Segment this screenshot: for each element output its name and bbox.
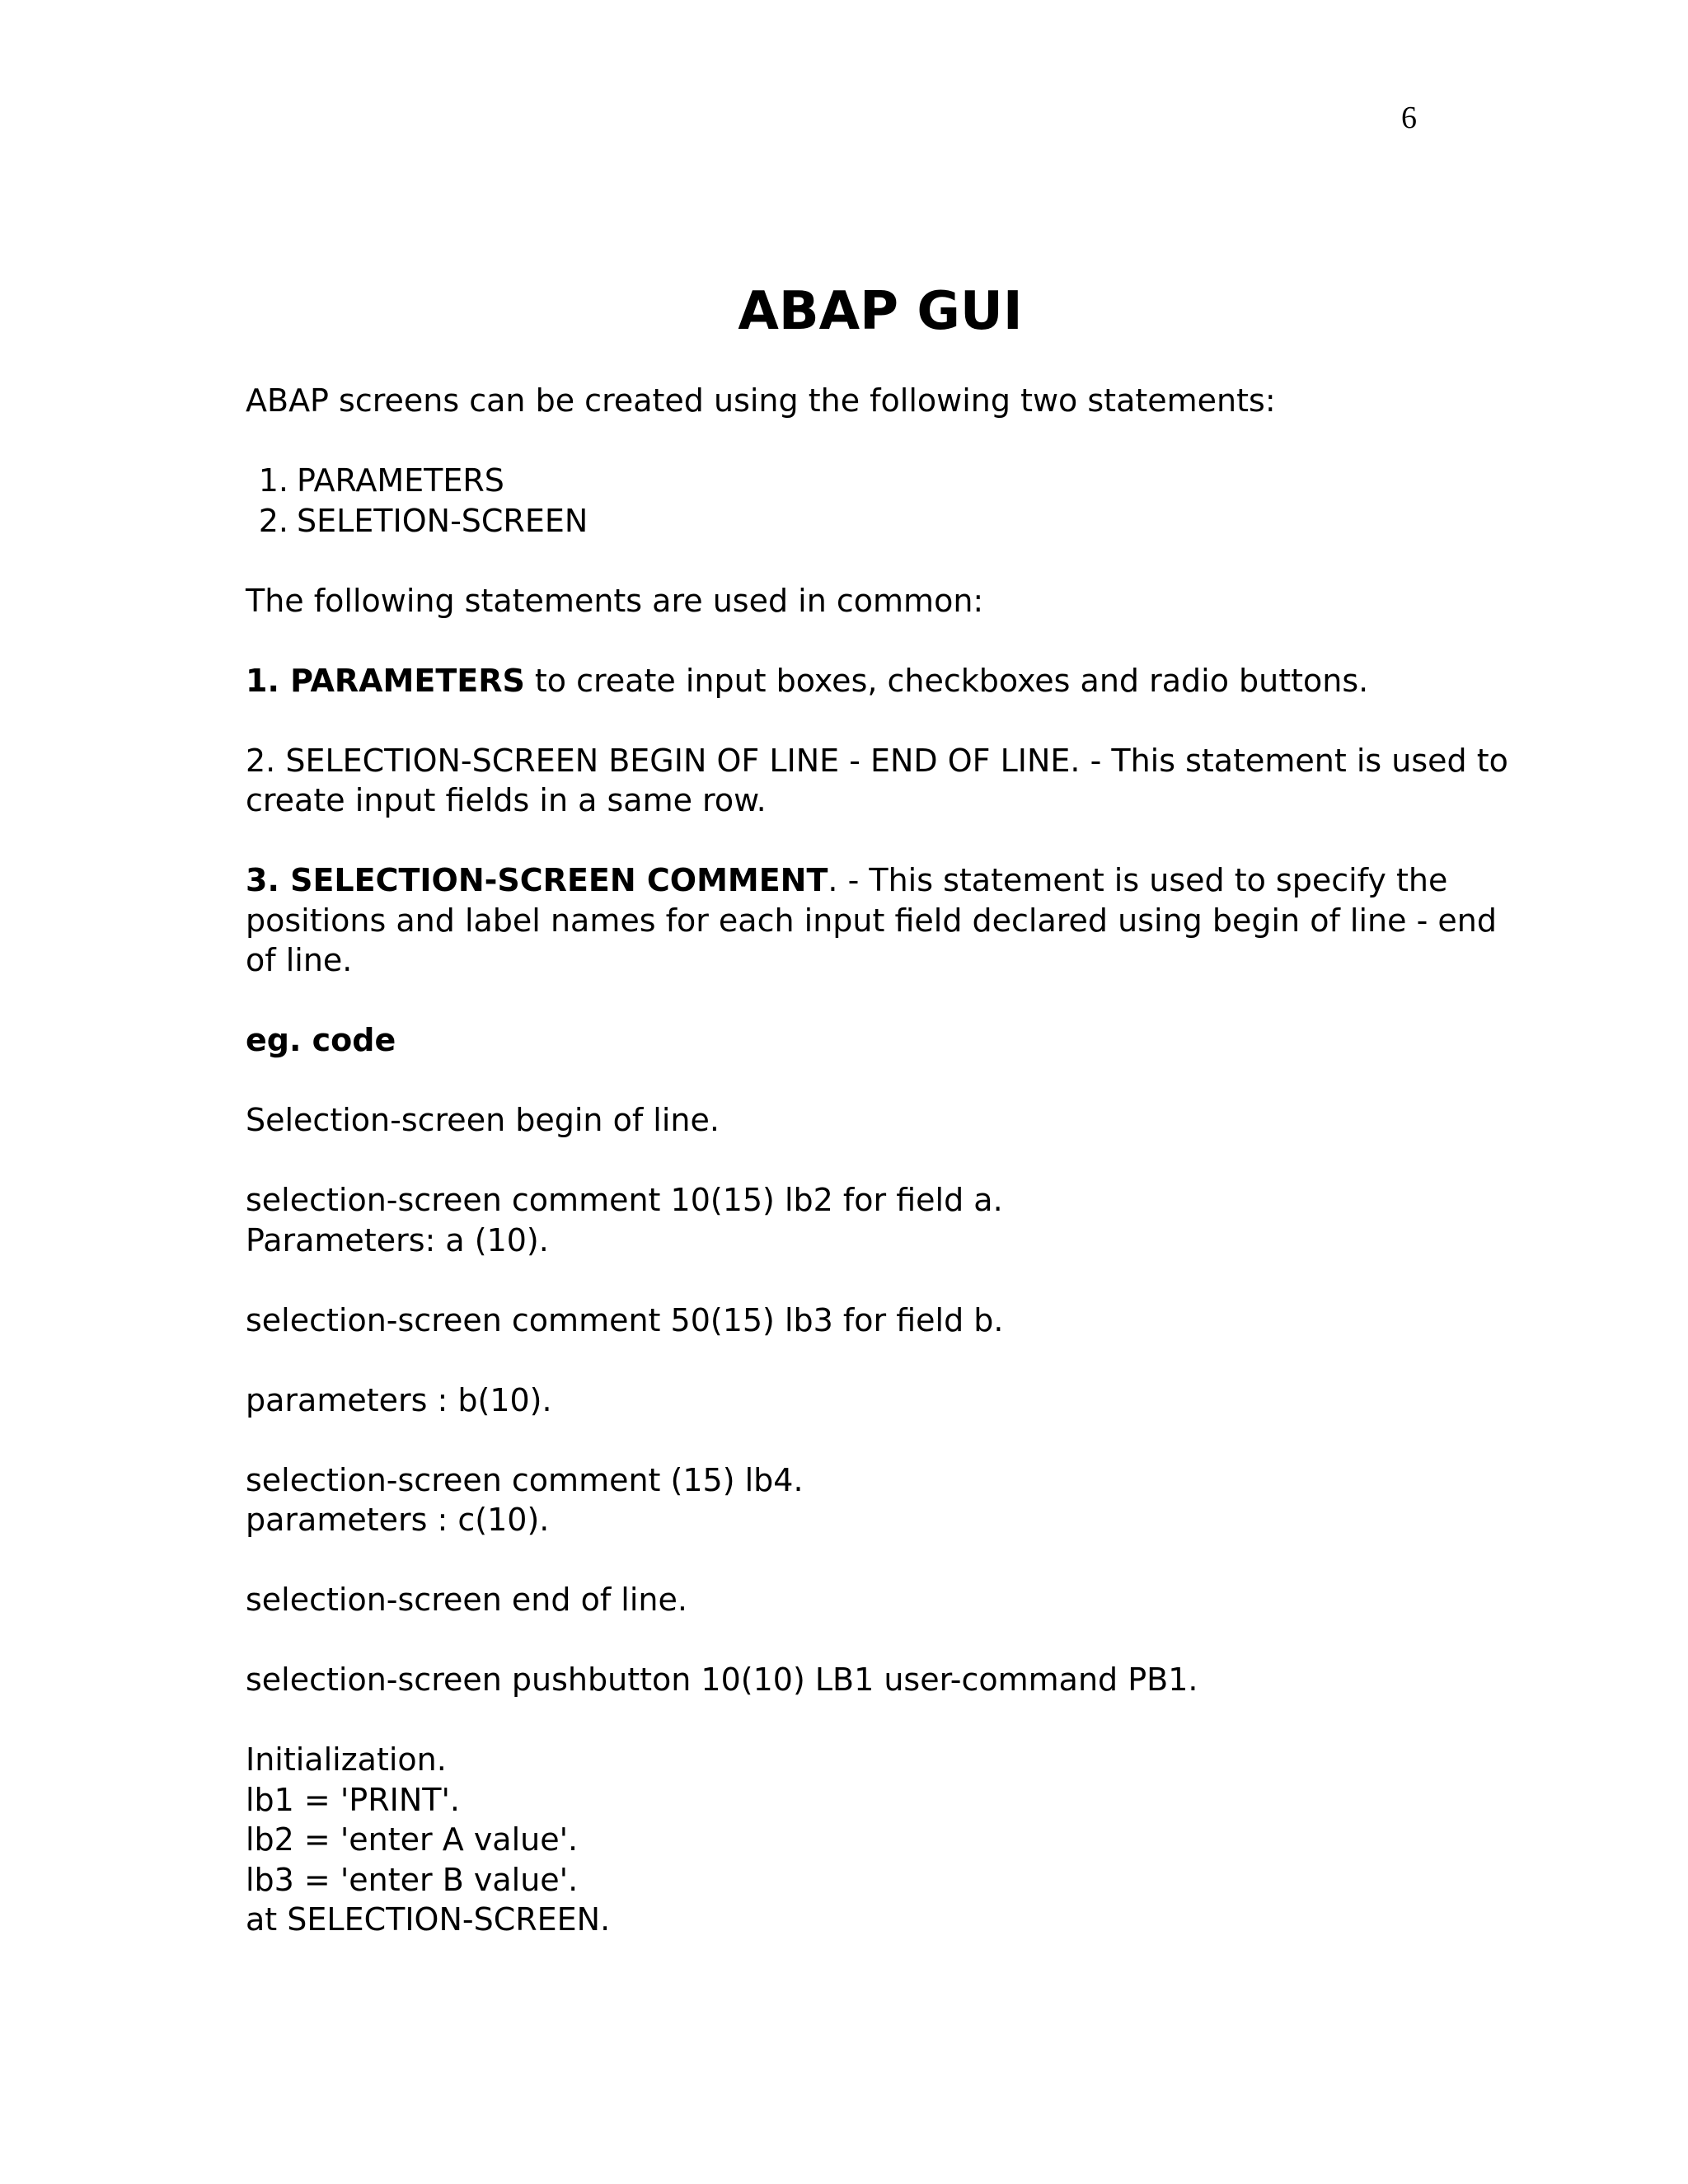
code-line: lb1 = 'PRINT'.	[246, 1781, 460, 1818]
list-item-number: 2.	[258, 502, 288, 539]
page-title: ABAP GUI	[738, 281, 1023, 342]
code-line: at SELECTION-SCREEN.	[246, 1901, 611, 1938]
code-line: selection-screen comment 10(15) lb2 for field a.	[246, 1182, 1003, 1218]
item-parameters-text: to create input boxes, checkboxes and radio buttons.	[524, 662, 1369, 699]
list-item	[246, 461, 1531, 501]
item-comment-heading: 3. SELECTION-SCREEN COMMENT	[246, 862, 828, 898]
code-line: Parameters: a (10).	[246, 1221, 549, 1258]
item-comment-text: . - This statement is used to specify the positions and label names for each input field declared using begin of line - end of line.	[246, 862, 1497, 978]
intro-paragraph: ABAP screens can be created using the following two statements:	[246, 382, 1276, 419]
list-item-text: PARAMETERS	[297, 462, 504, 499]
item-parameters-heading: 1. PARAMETERS	[246, 662, 525, 699]
code-line: parameters : b(10).	[246, 1381, 552, 1418]
code-line: Initialization.	[246, 1741, 447, 1778]
item-parameters	[246, 661, 1531, 701]
list-item	[246, 501, 1531, 541]
page-number: 6	[1401, 101, 1417, 135]
code-line: parameters : c(10).	[246, 1502, 550, 1538]
code-line: Selection-screen begin of line.	[246, 1102, 720, 1138]
list-item-text: SELETION-SCREEN	[297, 502, 588, 539]
document-body	[246, 381, 1531, 1940]
common-intro-paragraph: The following statements are used in common:	[246, 582, 984, 619]
code-line: selection-screen end of line.	[246, 1582, 687, 1618]
code-line: selection-screen pushbutton 10(10) LB1 user-command PB1.	[246, 1661, 1198, 1698]
code-line: selection-screen comment 50(15) lb3 for field b.	[246, 1301, 1004, 1338]
code-line: lb2 = 'enter A value'.	[246, 1821, 579, 1858]
item-begin-of-line: 2. SELECTION-SCREEN BEGIN OF LINE - END OF LINE. - This statement is used to create input fields in a same row.	[246, 742, 1508, 818]
item-comment	[246, 860, 1531, 981]
code-line: lb3 = 'enter B value'.	[246, 1861, 579, 1898]
code-line: selection-screen comment (15) lb4.	[246, 1461, 804, 1498]
list-item-number: 1.	[258, 462, 288, 499]
code-heading: eg. code	[246, 1022, 396, 1058]
statements-list	[246, 461, 1531, 541]
